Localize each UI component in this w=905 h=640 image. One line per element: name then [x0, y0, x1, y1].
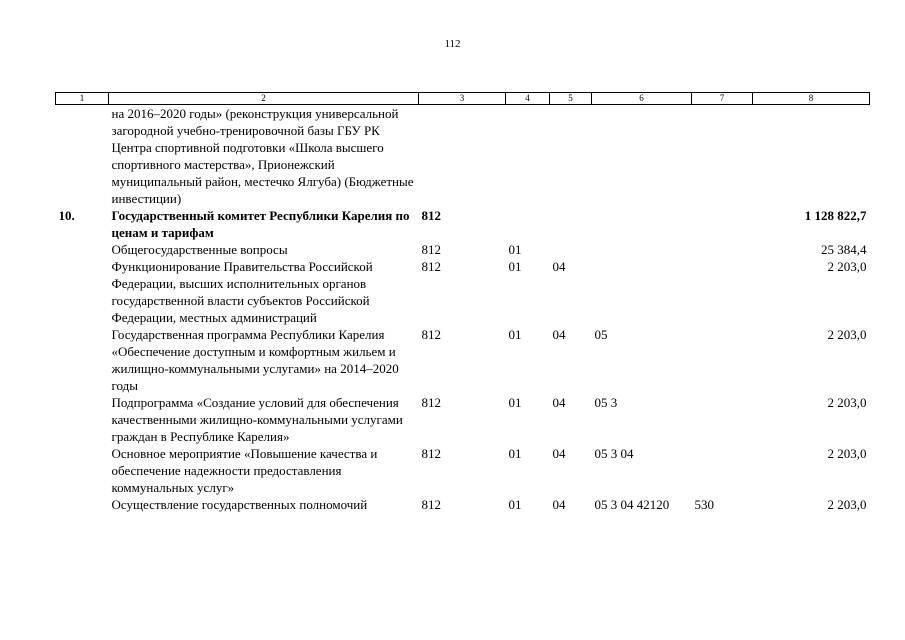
col6-value: 05 [594, 327, 608, 342]
col4-value [506, 207, 550, 241]
page-number: 112 [444, 38, 461, 50]
table-row [56, 258, 870, 326]
col5-value: 04 [552, 327, 566, 342]
header-cell: 3 [419, 93, 506, 105]
row-number: 10. [58, 208, 75, 223]
row-name: Подпрограмма «Создание условий для обеспечения качественными жилищно-коммунальными услугами граждан в Республике Карелия» [111, 395, 403, 444]
row-name: на 2016–2020 годы» (реконструкция универсальной загородной учебно-тренировочной базы ГБУ РК Центра спортивной подготовки «Школа высшего спортивного мастерства», Прионежский муниципальный район, местечко Ялгуба) (Бюджетные инвестиции) [111, 106, 414, 206]
row-number [56, 445, 109, 496]
row-number [56, 394, 109, 445]
col5-value [550, 241, 592, 258]
col4-value: 01 [508, 446, 522, 461]
col3-value [419, 105, 506, 208]
col3-value: 812 [421, 446, 441, 461]
col3-value: 812 [421, 259, 441, 274]
col7-value [692, 326, 753, 394]
table-row [56, 445, 870, 496]
table-row [56, 326, 870, 394]
row-number [56, 105, 109, 208]
col5-value: 04 [552, 395, 566, 410]
amount-value: 25 384,4 [821, 242, 867, 257]
col7-value: 530 [694, 497, 714, 512]
header-cell: 6 [592, 93, 692, 105]
col5-value: 04 [552, 497, 566, 512]
row-name: Основное мероприятие «Повышение качества и обеспечение надежности предоставления коммунальных услуг» [111, 446, 378, 495]
col3-value: 812 [421, 497, 441, 512]
col6-value: 05 3 [594, 395, 618, 410]
table-row [56, 496, 870, 513]
col5-value [550, 105, 592, 208]
row-name: Функционирование Правительства Российской Федерации, высших исполнительных органов государственной власти субъектов Российской Федерации, местных администраций [111, 259, 373, 325]
col4-value: 01 [508, 259, 522, 274]
header-cell: 4 [506, 93, 550, 105]
col3-value: 812 [421, 208, 441, 223]
row-number [56, 258, 109, 326]
header-cell: 7 [692, 93, 753, 105]
col6-value: 05 3 04 [594, 446, 634, 461]
col4-value: 01 [508, 395, 522, 410]
header-cell: 8 [753, 93, 870, 105]
col5-value: 04 [552, 446, 566, 461]
col3-value: 812 [421, 242, 441, 257]
col6-value: 05 3 04 42120 [594, 497, 670, 512]
amount-value: 2 203,0 [827, 446, 867, 461]
col7-value [692, 258, 753, 326]
row-name: Общегосударственные вопросы [111, 242, 288, 257]
row-number [56, 241, 109, 258]
amount-value: 2 203,0 [827, 259, 867, 274]
header-cell: 1 [56, 93, 109, 105]
amount-value: 2 203,0 [827, 497, 867, 512]
col7-value [692, 241, 753, 258]
col6-value [592, 258, 692, 326]
row-name: Осуществление государственных полномочий [111, 497, 368, 512]
col4-value: 01 [508, 242, 522, 257]
table-row [56, 207, 870, 241]
table-row [56, 241, 870, 258]
table-header-row [56, 93, 870, 105]
amount-value: 1 128 822,7 [804, 208, 867, 223]
col5-value [550, 207, 592, 241]
col4-value: 01 [508, 327, 522, 342]
row-name: Государственный комитет Республики Карелия по ценам и тарифам [111, 208, 410, 240]
row-number [56, 326, 109, 394]
col7-value [692, 445, 753, 496]
col6-value [592, 241, 692, 258]
col6-value [592, 207, 692, 241]
col3-value: 812 [421, 395, 441, 410]
header-cell: 2 [109, 93, 419, 105]
col4-value [506, 105, 550, 208]
col5-value: 04 [552, 259, 566, 274]
col6-value [592, 105, 692, 208]
budget-table [55, 92, 870, 513]
col4-value: 01 [508, 497, 522, 512]
amount-value: 2 203,0 [827, 327, 867, 342]
col7-value [692, 207, 753, 241]
row-number [56, 496, 109, 513]
amount-value [753, 105, 870, 208]
col7-value [692, 394, 753, 445]
col3-value: 812 [421, 327, 441, 342]
row-name: Государственная программа Республики Карелия «Обеспечение доступным и комфортным жильем и жилищно-коммунальными услугами» на 2014–2020 годы [111, 327, 399, 393]
table-row [56, 105, 870, 208]
col7-value [692, 105, 753, 208]
table-row [56, 394, 870, 445]
amount-value: 2 203,0 [827, 395, 867, 410]
header-cell: 5 [550, 93, 592, 105]
